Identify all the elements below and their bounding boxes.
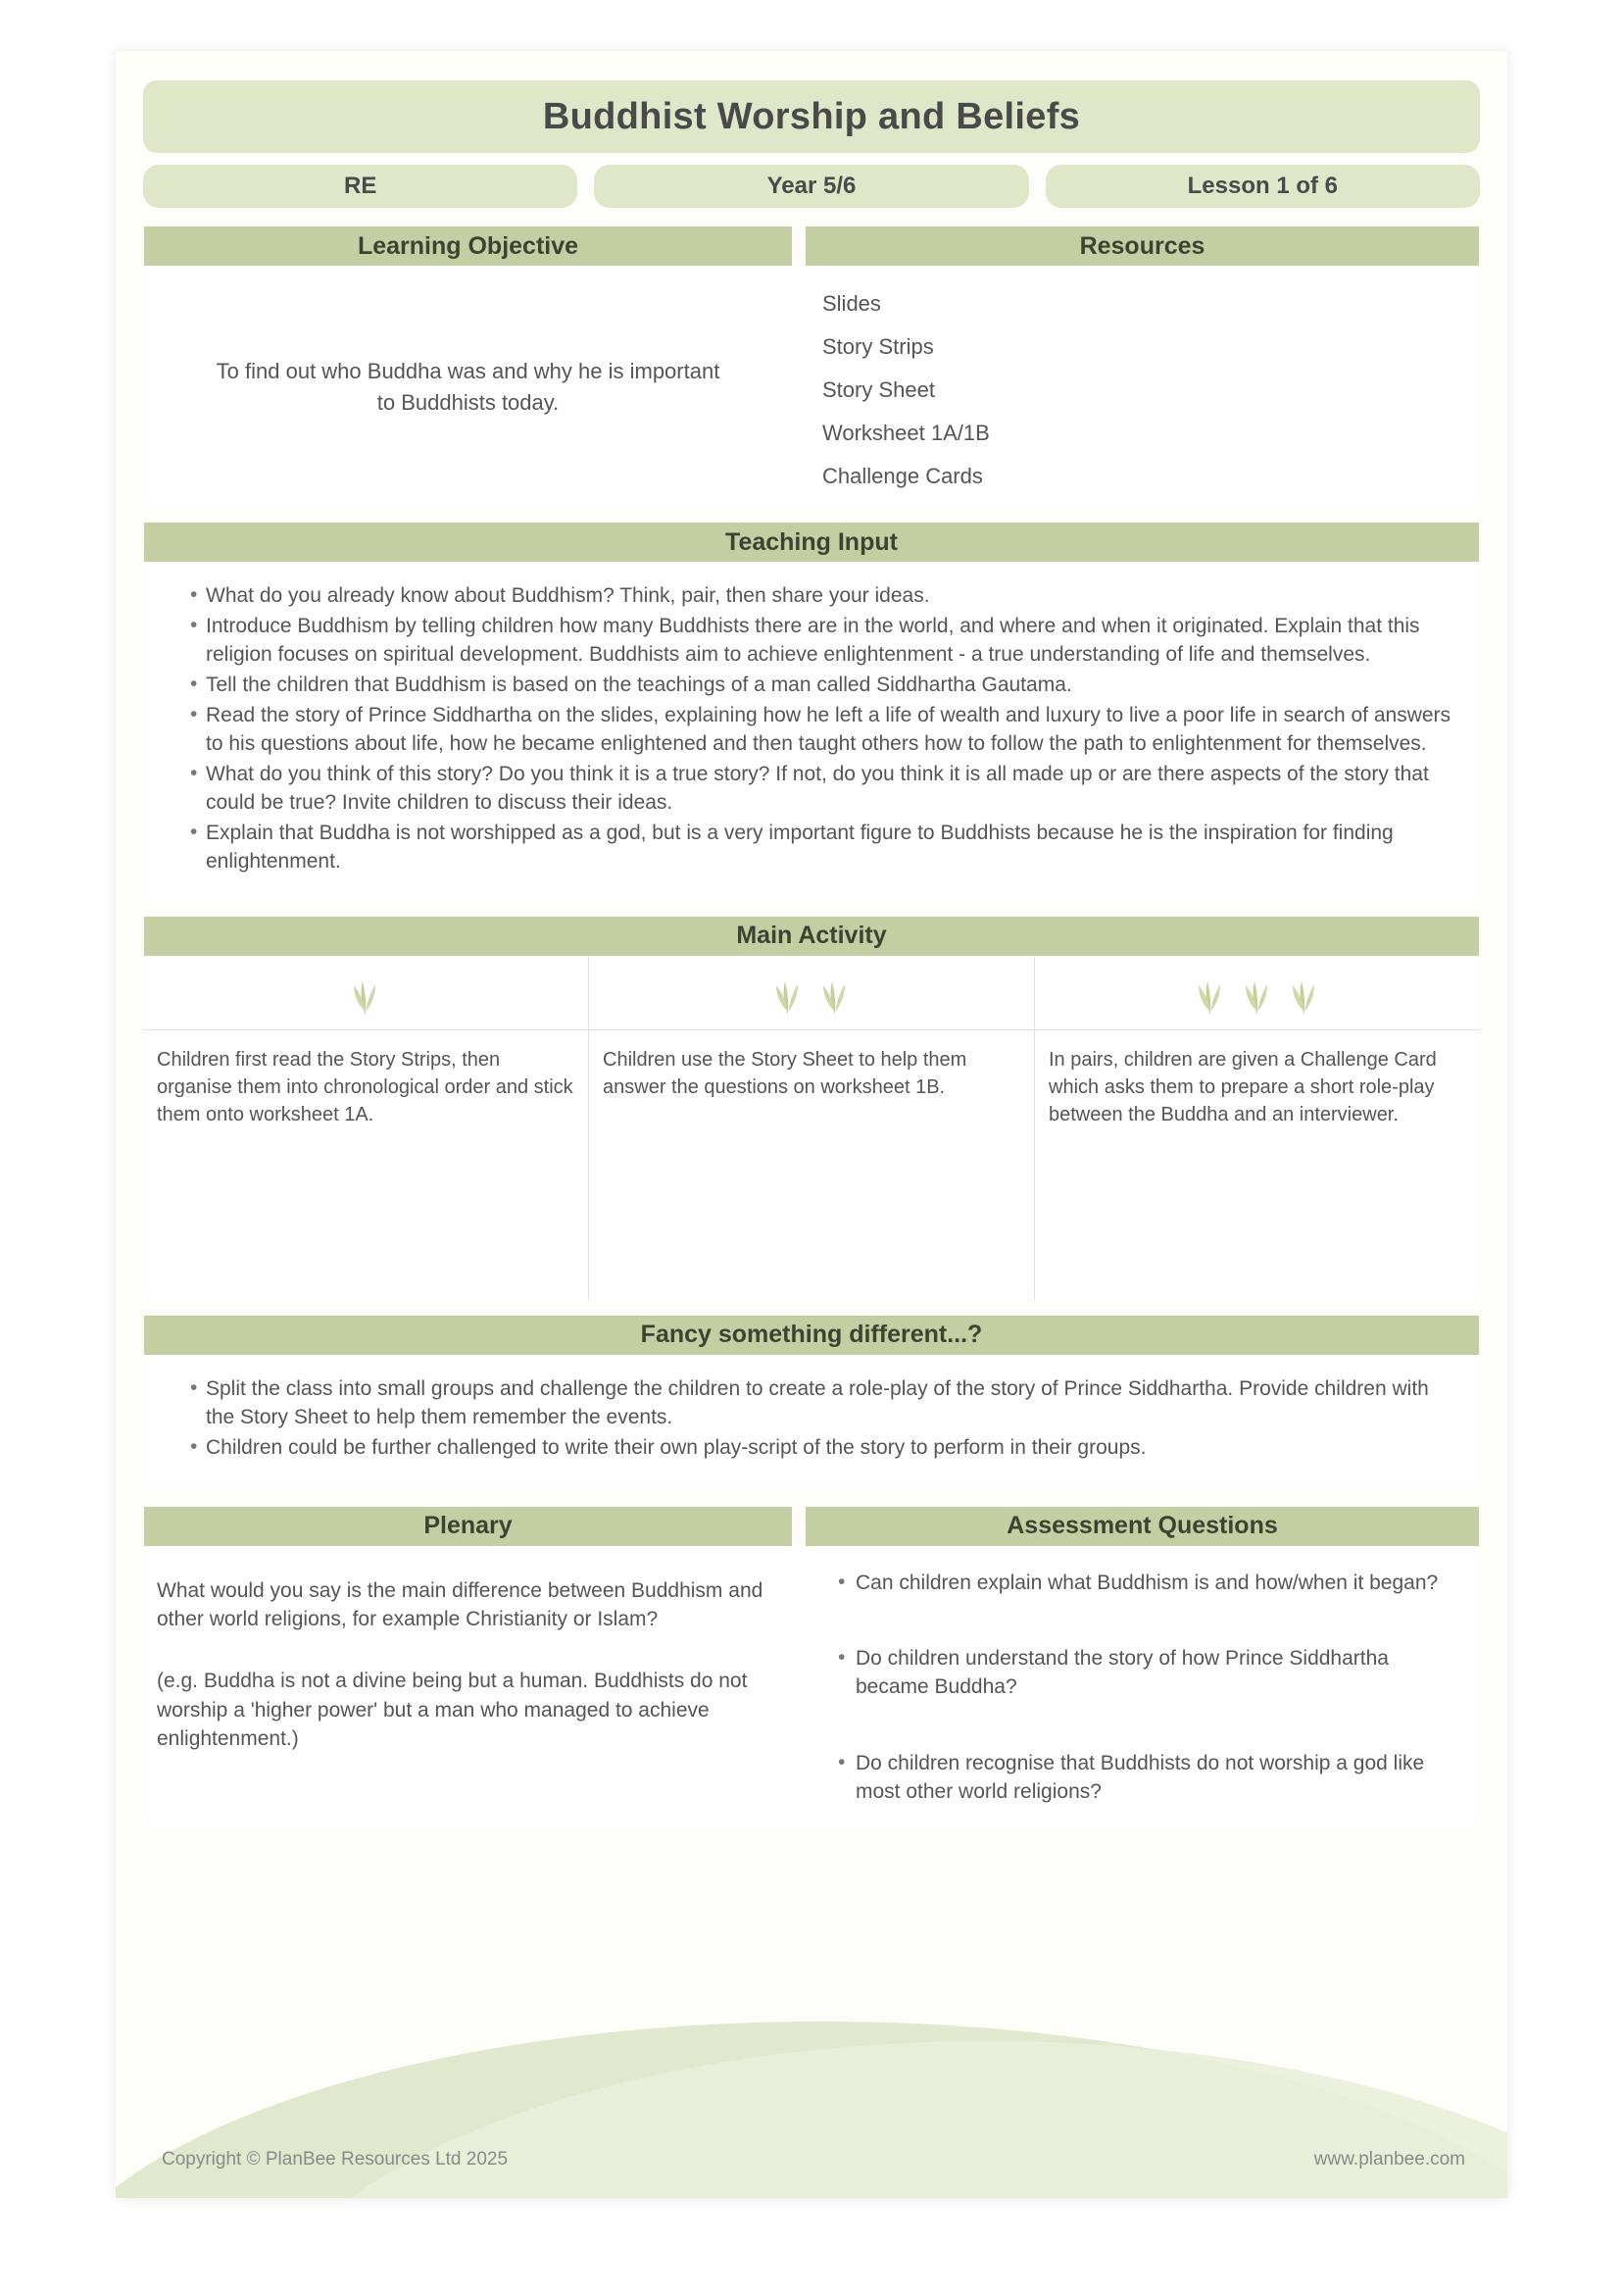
plenary-example-answer: (e.g. Buddha is not a divine being but a human. Buddhists do not worship a 'higher power' but a man who managed to achieve enlightenment.) [157,1670,748,1751]
meta-row [143,165,1480,208]
activity-column-1 [143,957,589,1301]
plenary-question: What would you say is the main difference between Buddhism and other world religions, for example Christianity or Islam? [157,1578,763,1630]
list-item: • What do you already know about Buddhism? Think, pair, then share your ideas. [190,582,1454,611]
page-title: Buddhist Worship and Beliefs [542,95,1081,137]
plenary-panel [143,1547,793,1826]
fancy-something-different-header [143,1315,1480,1356]
fancy-something-different-list [169,1375,1454,1463]
sprout-icon [346,972,385,1015]
resource-item: Worksheet 1A/1B [822,421,990,445]
sprout-icon [1285,972,1324,1015]
plenary-header-label: Plenary [423,1512,513,1540]
learning-objective-header-label: Learning Objective [357,231,579,260]
list-item: • Split the class into small groups and challenge the children to create a role-play of the story of Prince Siddhartha. Provide children with the Story Sheet to help them remember the events. [190,1375,1454,1432]
plenary-assessment-headers [143,1506,1480,1547]
resources-header-label: Resources [1079,231,1205,260]
teaching-input-header-label: Teaching Input [725,527,898,556]
resources-header [805,225,1480,267]
sprout-icon [1238,972,1277,1015]
list-item: • Tell the children that Buddhism is based on the teachings of a man called Siddhartha Gautama. [190,672,1454,700]
list-item: • Children could be further challenged to write their own play-script of the story to perform in their groups. [190,1434,1454,1463]
lesson-number-label: Lesson 1 of 6 [1187,173,1338,199]
main-activity-header-label: Main Activity [736,922,887,950]
sprout-icon [815,972,855,1015]
assessment-panel [805,1547,1480,1826]
sheet-content [143,80,1480,1826]
plenary-header [143,1506,793,1547]
teaching-input-panel [143,563,1480,902]
activity-column-3 [1035,957,1480,1301]
assessment-header-label: Assessment Questions [1007,1512,1278,1540]
fancy-something-different-header-label: Fancy something different...? [640,1321,983,1349]
assessment-question-list [822,1569,1460,1807]
page-title-bar [143,80,1480,153]
learning-objective-header [143,225,793,267]
subject-label: RE [343,173,377,199]
resource-item: Slides [822,291,881,316]
lesson-number-pill [1046,165,1480,208]
teaching-input-header [143,522,1480,563]
main-activity-panel [143,957,1480,1301]
resources-panel [805,267,1480,508]
list-item: • Read the story of Prince Siddhartha on the slides, explaining how he left a life of wealth and luxury to live a poor life in search of answers to his questions about life, how he became enlightened and then taught others how to follow the path to enlightenment for themselves. [190,702,1454,759]
website-link[interactable]: www.planbee.com [1313,2149,1465,2170]
activity-column-2 [589,957,1035,1301]
activity-text-2: Children use the Story Sheet to help them answer the questions on worksheet 1B. [603,1048,967,1099]
list-item: • What do you think of this story? Do you think it is a true story? If not, do you think it is all made up or are there aspects of the story that could be true? Invite children to discuss their ideas. [190,761,1454,818]
resource-item: Story Sheet [822,377,935,402]
sprout-icon [1191,972,1230,1015]
objective-resources-headers [143,225,1480,267]
list-item: • Can children explain what Buddhism is and how/when it began? [838,1569,1460,1597]
activity-text-1: Children first read the Story Strips, then organise them into chronological order and stick them onto worksheet 1A. [157,1048,573,1126]
list-item: • Introduce Buddhism by telling children how many Buddhists there are in the world, and where and when it originated. Explain that this religion focuses on spiritual development. Buddhists aim to achieve enlightenment - a true understanding of life and themselves. [190,613,1454,670]
assessment-header [805,1506,1480,1547]
resource-item: Challenge Cards [822,464,983,488]
list-item: • Do children understand the story of how Prince Siddhartha became Buddha? [838,1644,1460,1702]
learning-objective-panel [143,267,793,508]
lesson-plan-sheet [116,51,1507,2198]
difficulty-indicator-1 [143,957,588,1030]
plenary-assessment-body [143,1547,1480,1826]
sprout-icon [768,972,808,1015]
difficulty-indicator-3 [1035,957,1480,1030]
main-activity-header [143,916,1480,957]
page-footer [162,2149,1465,2171]
subject-pill [143,165,577,208]
learning-objective-text: To find out who Buddha was and why he is important to Buddhists today. [216,359,720,415]
year-group-label: Year 5/6 [766,173,857,199]
objective-resources-body [143,267,1480,508]
teaching-input-list [169,582,1454,876]
list-item: • Explain that Buddha is not worshipped as a god, but is a very important figure to Buddhists because he is the inspiration for finding enlightenment. [190,820,1454,876]
copyright-text: Copyright © PlanBee Resources Ltd 2025 [162,2149,509,2170]
activity-text-3: In pairs, children are given a Challenge Card which asks them to prepare a short role-play between the Buddha and an interviewer. [1049,1048,1437,1126]
difficulty-indicator-2 [589,957,1034,1030]
list-item: • Do children recognise that Buddhists do not worship a god like most other world religions? [838,1749,1460,1807]
resource-item: Story Strips [822,334,934,359]
fancy-something-different-panel [143,1356,1480,1488]
year-group-pill [594,165,1028,208]
